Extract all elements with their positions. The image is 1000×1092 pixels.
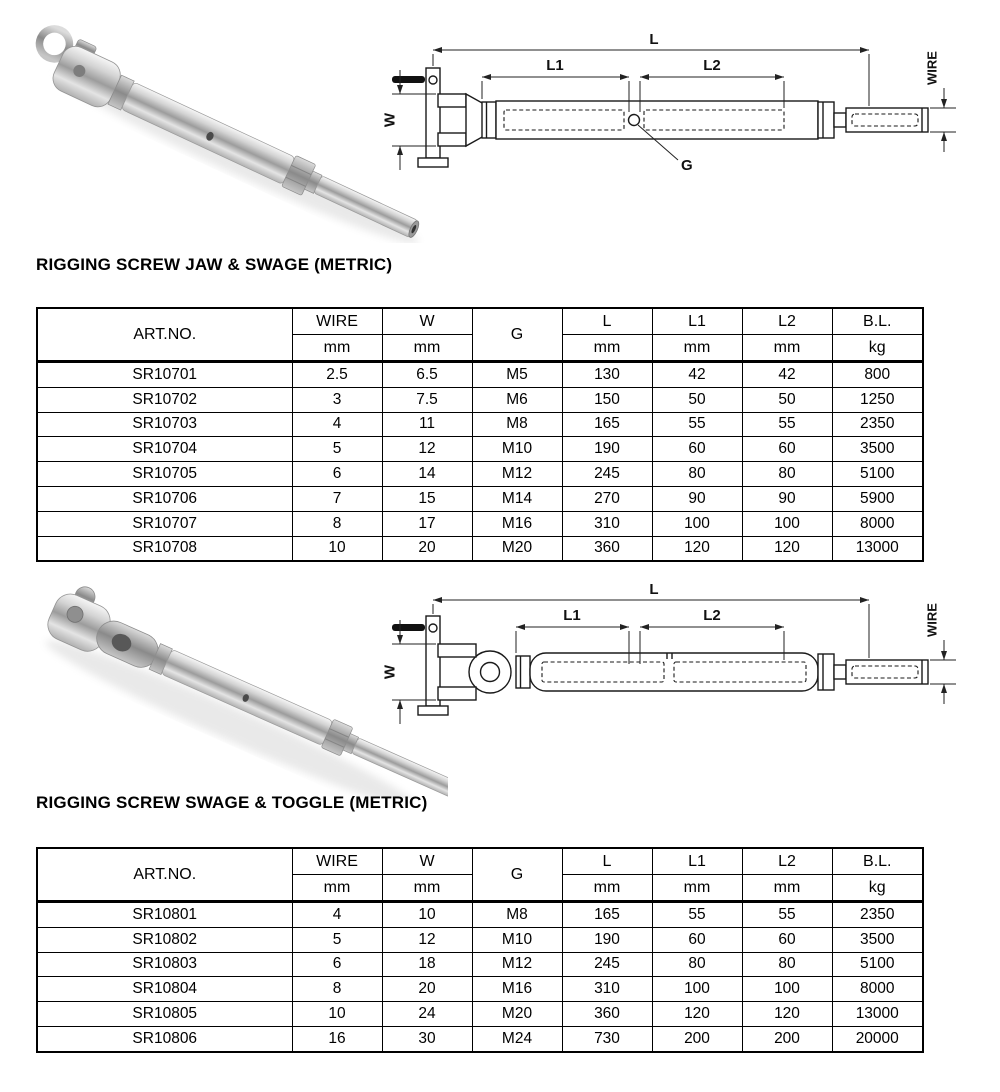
spec-cell: 360: [562, 1002, 652, 1027]
spec-cell: 55: [652, 412, 742, 437]
spec-cell: 3500: [832, 437, 923, 462]
spec-cell: M16: [472, 511, 562, 536]
spec-cell: SR10705: [37, 462, 292, 487]
spec-cell: 30: [382, 1026, 472, 1051]
lock-nut-right: [818, 654, 834, 690]
spec-cell: 3500: [832, 927, 923, 952]
table-row: [37, 1026, 923, 1051]
col-header-l1: L1: [652, 308, 742, 335]
col-header-wire: WIRE: [292, 308, 382, 335]
tech-drawing-swage-toggle: [382, 572, 968, 747]
jaw-prong-top: [438, 94, 466, 107]
table-row: [37, 927, 923, 952]
spec-cell: SR10702: [37, 387, 292, 412]
unit-wire: mm: [292, 335, 382, 362]
dim-label-L2: L2: [703, 607, 721, 624]
col-header-bl: B.L.: [832, 848, 923, 875]
spec-cell: 11: [382, 412, 472, 437]
spec-cell: 120: [742, 1002, 832, 1027]
spec-cell: M14: [472, 486, 562, 511]
spec-cell: 12: [382, 437, 472, 462]
table-row: [37, 511, 923, 536]
spec-cell: 190: [562, 437, 652, 462]
dim-label-W: W: [382, 664, 399, 680]
spec-cell: 7: [292, 486, 382, 511]
spec-cell: SR10703: [37, 412, 292, 437]
spec-cell: M16: [472, 977, 562, 1002]
unit-w: mm: [382, 335, 472, 362]
closed-body: [530, 653, 818, 691]
spec-cell: 100: [652, 977, 742, 1002]
spec-cell: 200: [652, 1026, 742, 1051]
col-header-w: W: [382, 308, 472, 335]
spec-cell: 8: [292, 511, 382, 536]
spec-cell: 2.5: [292, 362, 382, 388]
unit-bl: kg: [832, 335, 923, 362]
dim-label-WIRE: WIRE: [924, 51, 940, 85]
spec-cell: 50: [652, 387, 742, 412]
spec-cell: M12: [472, 952, 562, 977]
col-header-wire: WIRE: [292, 848, 382, 875]
spec-cell: 1250: [832, 387, 923, 412]
spec-cell: 5100: [832, 462, 923, 487]
spec-cell: 80: [742, 462, 832, 487]
table-row: [37, 387, 923, 412]
unit-l2: mm: [742, 875, 832, 902]
unit-l1: mm: [652, 875, 742, 902]
table-row: [37, 462, 923, 487]
turnbuckle-body: [496, 101, 818, 139]
split-pin-icon: [392, 76, 425, 83]
spec-cell: 165: [562, 412, 652, 437]
spec-cell: M20: [472, 1002, 562, 1027]
spec-cell: SR10804: [37, 977, 292, 1002]
dim-label-W: W: [382, 112, 399, 128]
spec-cell: 150: [562, 387, 652, 412]
toggle-prong-bottom: [438, 687, 476, 700]
tech-drawing-jaw-swage: [382, 20, 968, 185]
spec-cell: 6: [292, 462, 382, 487]
spec-cell: 245: [562, 952, 652, 977]
spec-cell: 90: [652, 486, 742, 511]
table-row: [37, 536, 923, 561]
spec-cell: 120: [652, 1002, 742, 1027]
spec-cell: SR10707: [37, 511, 292, 536]
spec-cell: 24: [382, 1002, 472, 1027]
unit-wire: mm: [292, 875, 382, 902]
spec-cell: M6: [472, 387, 562, 412]
spec-table-swage-toggle: [36, 847, 924, 1053]
spec-cell: 60: [652, 437, 742, 462]
unit-l: mm: [562, 875, 652, 902]
dim-label-L: L: [649, 581, 659, 598]
spec-cell: 80: [652, 462, 742, 487]
spec-cell: 200: [742, 1026, 832, 1051]
spec-cell: SR10803: [37, 952, 292, 977]
unit-l: mm: [562, 335, 652, 362]
spec-cell: 15: [382, 486, 472, 511]
spec-cell: SR10704: [37, 437, 292, 462]
col-header-g: G: [472, 308, 562, 362]
spec-cell: 730: [562, 1026, 652, 1051]
spec-cell: 100: [742, 511, 832, 536]
spec-cell: SR10802: [37, 927, 292, 952]
spec-cell: 4: [292, 902, 382, 928]
g-hole: [629, 115, 640, 126]
spec-cell: 4: [292, 412, 382, 437]
col-header-l2: L2: [742, 308, 832, 335]
spec-cell: M12: [472, 462, 562, 487]
spec-cell: 12: [382, 927, 472, 952]
spec-cell: M8: [472, 412, 562, 437]
spec-cell: SR10706: [37, 486, 292, 511]
spec-cell: 5100: [832, 952, 923, 977]
photo-shadow: [39, 627, 427, 798]
spec-cell: 7.5: [382, 387, 472, 412]
spec-cell: 310: [562, 511, 652, 536]
spec-cell: 120: [652, 536, 742, 561]
spec-cell: 800: [832, 362, 923, 388]
spec-cell: 3: [292, 387, 382, 412]
spec-cell: 6: [292, 952, 382, 977]
spec-cell: 55: [652, 902, 742, 928]
col-header-artno: ART.NO.: [37, 308, 292, 362]
dim-label-L2: L2: [703, 57, 721, 74]
collar-left: [516, 656, 530, 688]
spec-cell: M8: [472, 902, 562, 928]
spec-cell: 90: [742, 486, 832, 511]
col-header-l1: L1: [652, 848, 742, 875]
spec-cell: 2350: [832, 412, 923, 437]
spec-cell: 50: [742, 387, 832, 412]
spec-cell: M24: [472, 1026, 562, 1051]
spec-cell: 60: [742, 437, 832, 462]
col-header-g: G: [472, 848, 562, 902]
dim-label-L: L: [649, 31, 659, 48]
dim-label-G: G: [681, 157, 693, 174]
spec-cell: 8000: [832, 977, 923, 1002]
swage-terminal: [846, 108, 928, 132]
unit-bl: kg: [832, 875, 923, 902]
table-row: [37, 412, 923, 437]
table-row: [37, 437, 923, 462]
section-heading-swage-toggle: RIGGING SCREW SWAGE & TOGGLE (METRIC): [36, 793, 428, 812]
col-header-bl: B.L.: [832, 308, 923, 335]
spec-cell: 42: [742, 362, 832, 388]
spec-cell: 10: [292, 536, 382, 561]
spec-cell: SR10701: [37, 362, 292, 388]
table-row: [37, 362, 923, 388]
spec-cell: 20000: [832, 1026, 923, 1051]
col-header-l: L: [562, 848, 652, 875]
spec-cell: 16: [292, 1026, 382, 1051]
table-row: [37, 1002, 923, 1027]
table-row: [37, 902, 923, 928]
spec-cell: 190: [562, 927, 652, 952]
spec-cell: 8000: [832, 511, 923, 536]
spec-cell: 360: [562, 536, 652, 561]
product-photo-jaw-swage: [12, 8, 442, 243]
spec-cell: 8: [292, 977, 382, 1002]
spec-cell: 2350: [832, 902, 923, 928]
unit-w: mm: [382, 875, 472, 902]
spec-cell: 165: [562, 902, 652, 928]
spec-cell: 17: [382, 511, 472, 536]
lock-nut-left: [482, 102, 496, 138]
spec-cell: 60: [652, 927, 742, 952]
turnbuckle-jaw-swage-body: [24, 24, 430, 243]
table-row: [37, 977, 923, 1002]
spec-cell: SR10805: [37, 1002, 292, 1027]
spec-cell: M5: [472, 362, 562, 388]
lock-nut-right: [818, 102, 834, 138]
spec-cell: 55: [742, 902, 832, 928]
spec-cell: M10: [472, 437, 562, 462]
spec-cell: 14: [382, 462, 472, 487]
dim-label-L1: L1: [546, 57, 564, 74]
unit-l2: mm: [742, 335, 832, 362]
toggle-prong-top: [438, 644, 476, 657]
dim-label-L1: L1: [563, 607, 581, 624]
spec-cell: 18: [382, 952, 472, 977]
spec-cell: 270: [562, 486, 652, 511]
spec-cell: 10: [292, 1002, 382, 1027]
section-heading-jaw-swage: RIGGING SCREW JAW & SWAGE (METRIC): [36, 255, 393, 274]
spec-cell: 13000: [832, 1002, 923, 1027]
spec-table-jaw-swage: [36, 307, 924, 562]
spec-cell: SR10801: [37, 902, 292, 928]
jaw-prong-bottom: [438, 133, 466, 146]
col-header-artno: ART.NO.: [37, 848, 292, 902]
col-header-l: L: [562, 308, 652, 335]
spec-cell: 130: [562, 362, 652, 388]
spec-cell: 5: [292, 437, 382, 462]
spec-cell: 100: [652, 511, 742, 536]
unit-l1: mm: [652, 335, 742, 362]
spec-cell: M20: [472, 536, 562, 561]
spec-cell: 310: [562, 977, 652, 1002]
spec-cell: 20: [382, 536, 472, 561]
spec-cell: 100: [742, 977, 832, 1002]
spec-cell: 20: [382, 977, 472, 1002]
spec-cell: 13000: [832, 536, 923, 561]
spec-cell: 5: [292, 927, 382, 952]
table-row: [37, 952, 923, 977]
spec-table-body: [37, 902, 923, 1052]
col-header-w: W: [382, 848, 472, 875]
split-pin-icon: [392, 624, 425, 631]
spec-cell: 80: [652, 952, 742, 977]
spec-cell: 5900: [832, 486, 923, 511]
spec-cell: SR10708: [37, 536, 292, 561]
spec-cell: 80: [742, 952, 832, 977]
spec-cell: M10: [472, 927, 562, 952]
swage-terminal: [846, 660, 928, 684]
spec-cell: 55: [742, 412, 832, 437]
spec-cell: 245: [562, 462, 652, 487]
spec-cell: 42: [652, 362, 742, 388]
col-header-l2: L2: [742, 848, 832, 875]
spec-cell: 10: [382, 902, 472, 928]
spec-cell: 6.5: [382, 362, 472, 388]
spec-cell: 120: [742, 536, 832, 561]
spec-cell: 60: [742, 927, 832, 952]
spec-table-body: [37, 362, 923, 562]
table-row: [37, 486, 923, 511]
spec-cell: SR10806: [37, 1026, 292, 1051]
dim-label-WIRE: WIRE: [924, 603, 940, 637]
